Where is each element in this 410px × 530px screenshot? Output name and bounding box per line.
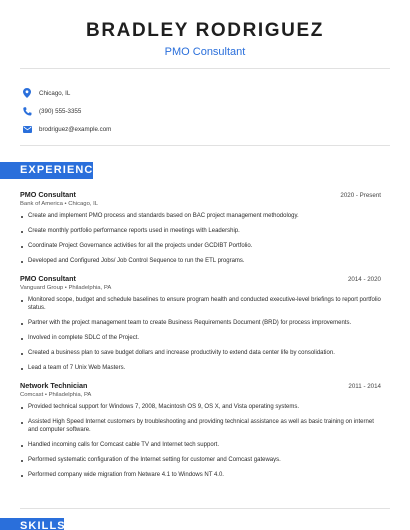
- job-entry: [20, 274, 381, 380]
- job-entry-title: PMO Consultant: [20, 274, 76, 283]
- list-item: Provided technical support for Windows 7, 2008, Macintosh OS 9, OS X, and Vista operating systems.: [20, 404, 381, 412]
- job-entry: [20, 381, 381, 487]
- contact-location: [22, 84, 111, 102]
- email-icon: [22, 124, 32, 134]
- job-entry-title: PMO Consultant: [20, 190, 76, 199]
- list-item: Partner with the project management team to create Business Requirements Document (BRD) for process improvements.: [20, 320, 381, 328]
- job-entry-title: Network Technician: [20, 381, 88, 390]
- job-bullet-list: [20, 404, 381, 480]
- phone-icon: [22, 106, 32, 116]
- job-bullet-list: [20, 213, 381, 266]
- divider: [20, 68, 390, 69]
- job-entry-dates: 2020 - Present: [340, 192, 381, 199]
- location-pin-icon: [22, 88, 32, 98]
- contact-phone: [22, 102, 111, 120]
- skills-heading: SKILLS: [0, 518, 64, 530]
- list-item: Handled incoming calls for Comcast cable TV and Internet tech support.: [20, 442, 381, 450]
- job-entry: [20, 190, 381, 273]
- list-item: Created a business plan to save budget dollars and increase productivity to extend data center life by consolidation.: [20, 350, 381, 358]
- contact-email-text: brodriguez@example.com: [39, 125, 112, 133]
- divider: [20, 508, 390, 509]
- list-item: Monitored scope, budget and schedule baselines to ensure program health and conducted executive-level briefings to report portfolio status.: [20, 297, 381, 313]
- list-item: Performed systematic configuration of the Internet setting for customer and Comcast gateways.: [20, 457, 381, 465]
- contact-list: [22, 84, 111, 138]
- list-item: Performed company wide migration from Netware 4.1 to Windows NT 4.0.: [20, 472, 381, 480]
- job-title: PMO Consultant: [164, 46, 246, 58]
- job-bullet-list: [20, 297, 381, 373]
- contact-email: [22, 120, 111, 138]
- list-item: Developed and Configured Jobs/ Job Control Sequence to run the ETL programs.: [20, 258, 381, 266]
- job-entry-company: Comcast • Philadelphia, PA: [20, 392, 92, 398]
- job-entry-company: Bank of America • Chicago, IL: [20, 201, 99, 207]
- experience-heading: EXPERIENCE: [0, 162, 93, 179]
- list-item: Lead a team of 7 Unix Web Masters.: [20, 365, 381, 373]
- job-entry-company: Vanguard Group • Philadelphia, PA: [20, 285, 112, 291]
- list-item: Assisted High Speed Internet customers by troubleshooting and providing technical assistance as well as basic training on internet and computer software.: [20, 419, 381, 435]
- candidate-name: BRADLEY RODRIGUEZ: [86, 20, 324, 41]
- contact-location-text: Chicago, IL: [39, 89, 71, 97]
- list-item: Involved in complete SDLC of the Project.: [20, 335, 381, 343]
- resume-header: [0, 0, 410, 59]
- job-entry-dates: 2011 - 2014: [348, 383, 381, 390]
- list-item: Create and implement PMO process and standards based on BAC project management methodology.: [20, 213, 381, 221]
- divider: [20, 145, 390, 146]
- list-item: Create monthly portfolio performance reports used in meetings with Leadership.: [20, 228, 381, 236]
- job-entry-dates: 2014 - 2020: [347, 276, 381, 283]
- contact-phone-text: (390) 555-3355: [39, 107, 82, 115]
- list-item: Coordinate Project Governance activities for all the projects under GCDIBT Portfolio.: [20, 243, 381, 251]
